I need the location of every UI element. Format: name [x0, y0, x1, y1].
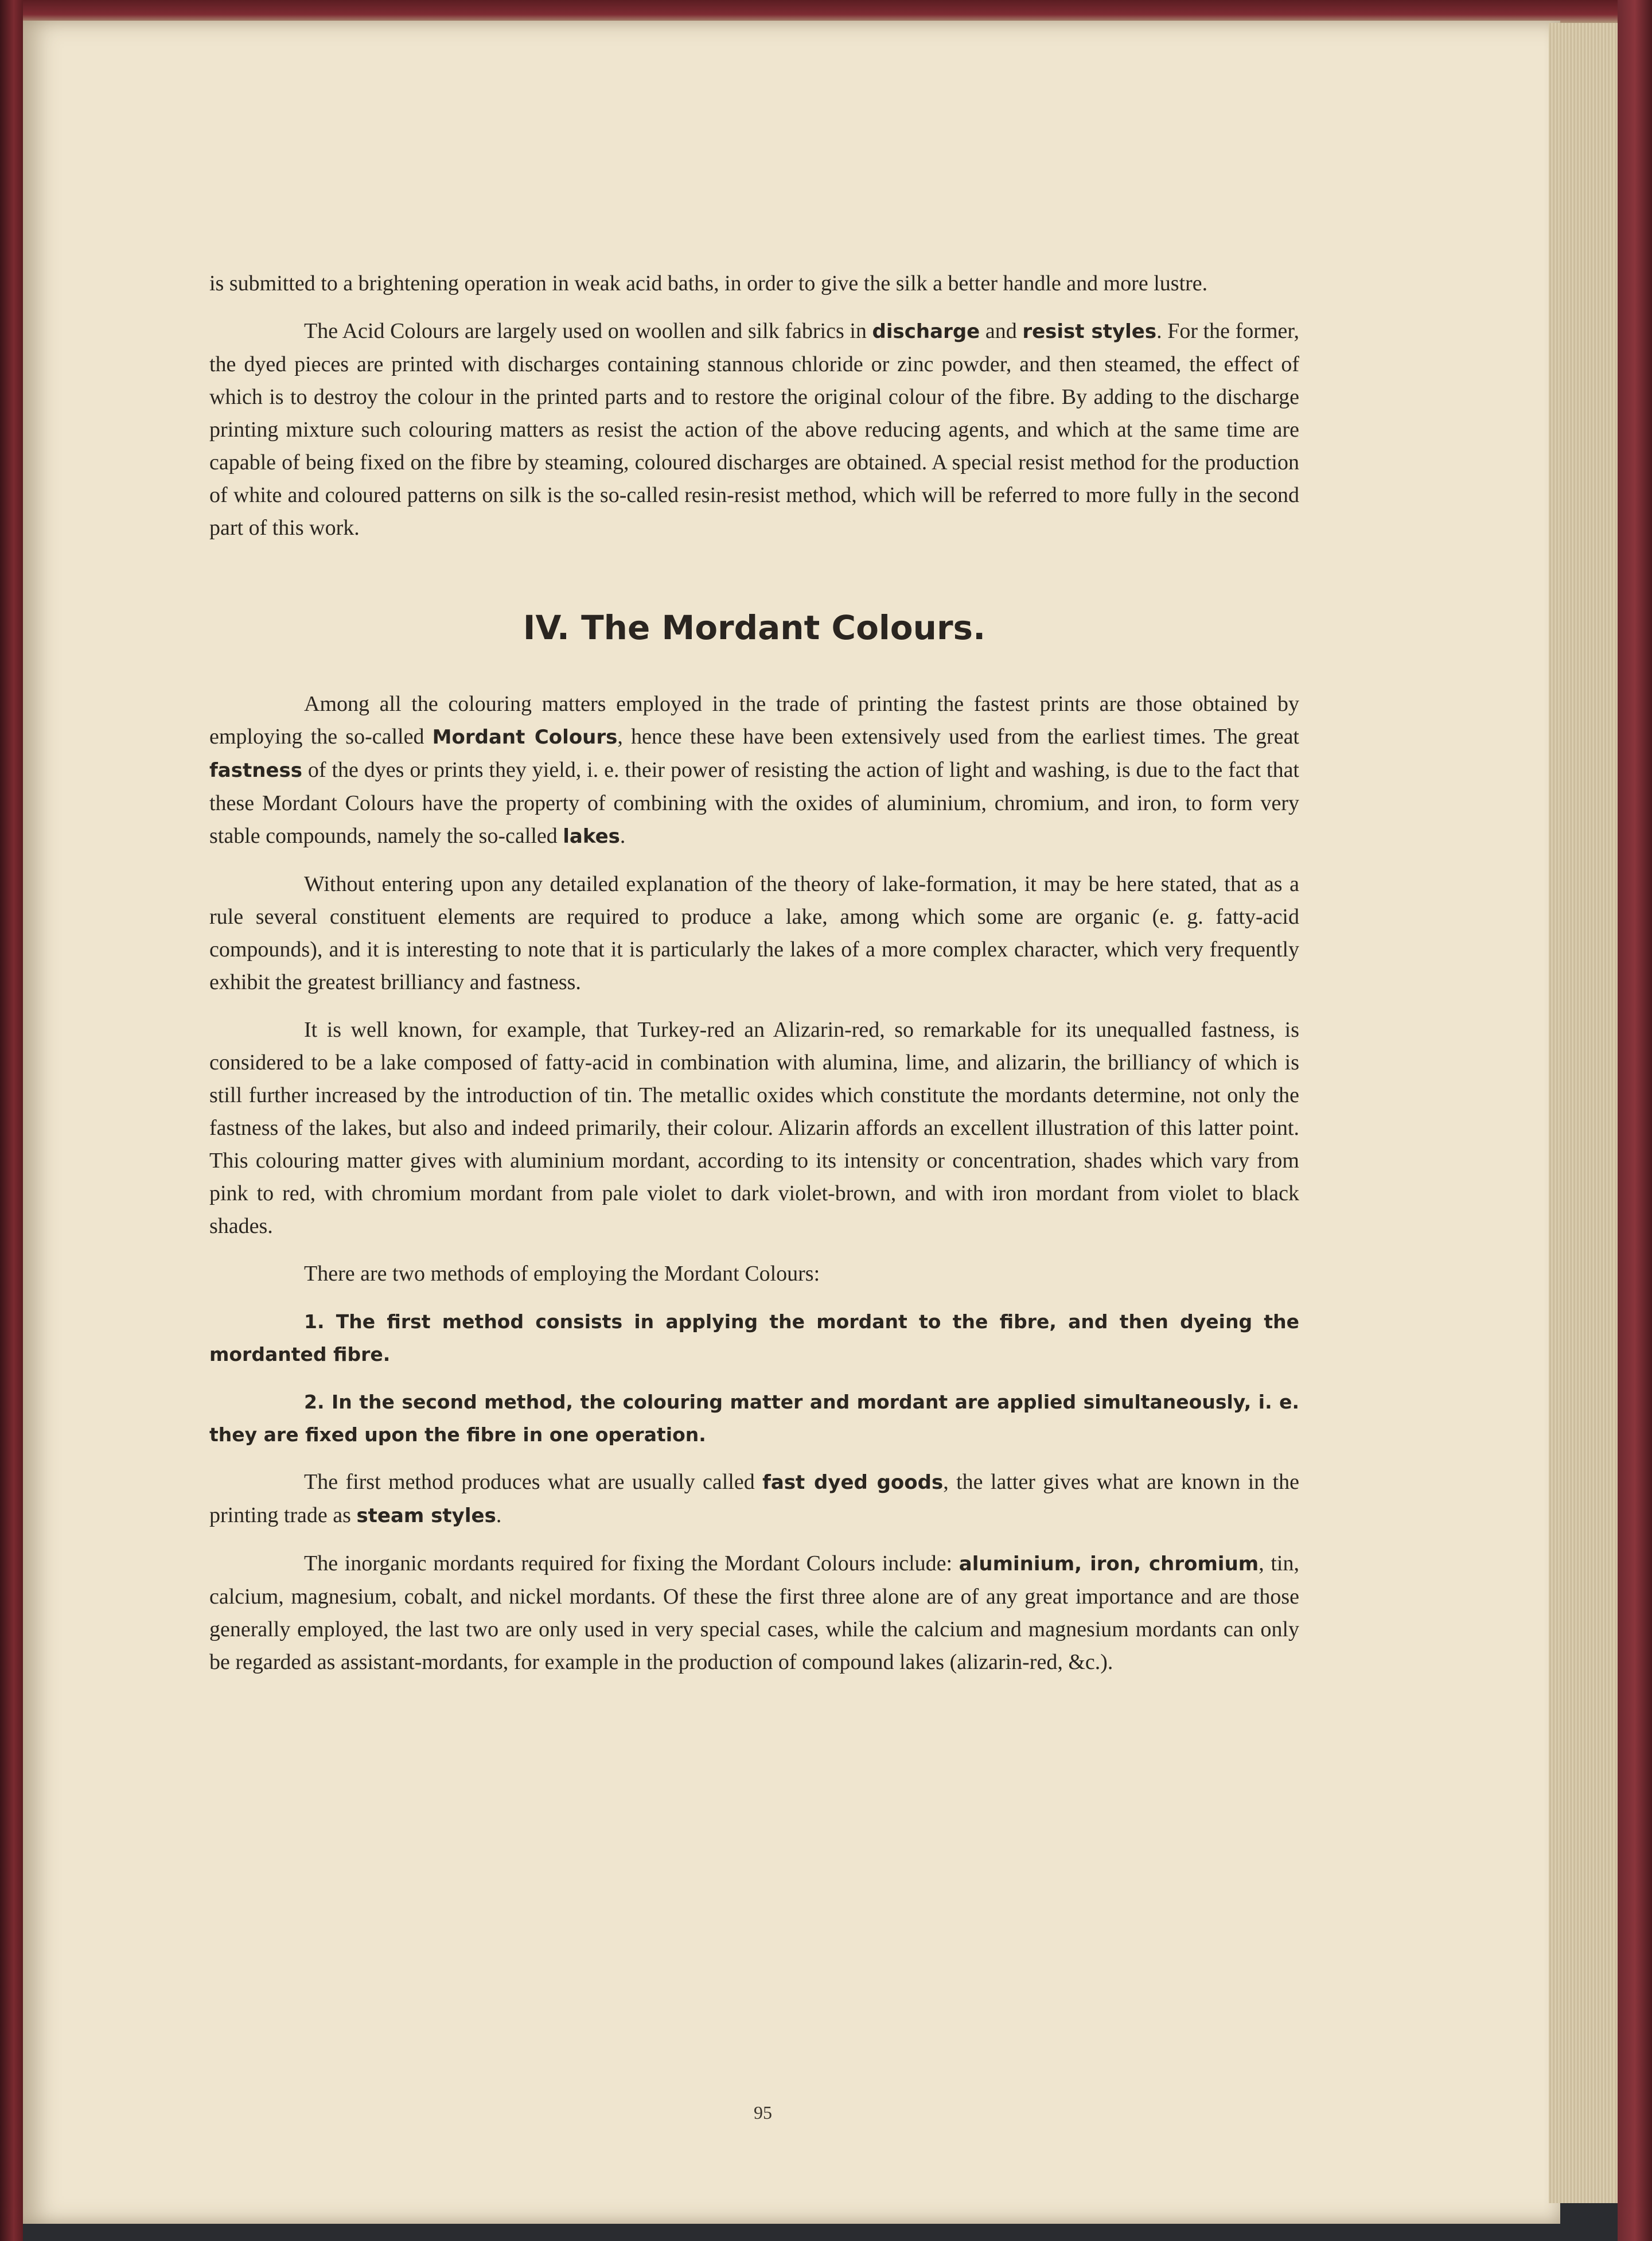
- paragraph-continuation: is submitted to a brightening operation in weak acid baths, in order to give the silk a better handle and more lustre.: [209, 271, 1208, 295]
- paragraph-turkey-red: It is well known, for example, that Turkey-red an Alizarin-red, so remarkable for its unequalled fastness, is considered to be a lake composed of fatty-acid in combination with alumina, lime, and alizarin, the brilliancy of which is still further increased by the introduction of tin. The metallic oxides which constitute the mordants determine, not only the fastness of the lakes, but also and indeed primarily, their colour. Alizarin affords an excellent illustration of this latter point. This colouring matter gives with aluminium mordant, according to its intensity or concentration, shades which vary from pink to red, with chromium mordant from pale violet to dark violet-brown, and with iron mordant from violet to black shades.: [209, 1018, 1299, 1238]
- book-cover-right: [1618, 0, 1652, 2241]
- term-steam-styles: steam styles: [356, 1504, 496, 1527]
- paragraph-methods-intro: There are two methods of employing the Mordant Colours:: [304, 1262, 820, 1286]
- book-page: [23, 21, 1560, 2224]
- paragraph-without: Without entering upon any detailed explanation of the theory of lake-formation, it may be here stated, that as a rule several constituent elements are required to produce a lake, among which some are organic (e. g. fatty-acid compounds), and it is interesting to note that it is particularly the lakes of a more complex character, which very frequently exhibit the greatest brilliancy and fastness.: [209, 872, 1299, 994]
- paragraph-inorganic: The inorganic mordants required for fixing the Mordant Colours include: aluminium, iron, chromium, tin, calcium, magnesium, cobalt, and nickel mordants. Of these the first three alone are of any great importance and are those generally employed, the last two are only used in very special cases, while the calcium and magnesium mordants can only be regarded as assistant-mordants, for example in the production of compound lakes (alizarin-red, &c.).: [209, 1551, 1299, 1674]
- page-content: [209, 267, 1299, 1694]
- paragraph-among: Among all the colouring matters employed in the trade of printing the fastest prints are those obtained by employing the so-called Mordant Colours, hence these have been extensively used from the earliest times. The great fastness of the dyes or prints they yield, i. e. their power of resisting the action of light and washing, is due to the fact that these Mordant Colours have the property of combining with the oxides of aluminium, chromium, and iron, to form very stable compounds, namely the so-called lakes.: [209, 692, 1299, 848]
- term-mordant-metals: aluminium, iron, chromium: [959, 1553, 1259, 1575]
- term-mordant-colours: Mordant Colours: [432, 726, 618, 749]
- term-resist-styles: resist styles: [1022, 320, 1157, 343]
- term-fast-dyed-goods: fast dyed goods: [762, 1471, 944, 1494]
- page-stack-edge: [1549, 23, 1618, 2203]
- page-number: 95: [754, 2102, 772, 2123]
- section-heading: IV. The Mordant Colours.: [523, 608, 986, 647]
- paragraph-first-method: The first method produces what are usually called fast dyed goods, the latter gives what are known in the printing trade as steam styles.: [209, 1470, 1299, 1527]
- book-binding-left: [0, 0, 23, 2241]
- method-1: 1. The first method consists in applying the mordant to the fibre, and then dyeing the mordanted fibre.: [209, 1310, 1299, 1365]
- term-discharge: discharge: [872, 320, 980, 343]
- term-lakes: lakes: [563, 825, 620, 848]
- method-2: 2. In the second method, the colouring matter and mordant are applied simultaneously, i. e. they are fixed upon the fibre in one operation.: [209, 1391, 1299, 1446]
- term-fastness: fastness: [209, 759, 302, 782]
- paragraph-acid-colours: The Acid Colours are largely used on woollen and silk fabrics in discharge and resist styles. For the former, the dyed pieces are printed with discharges containing stannous chloride or zinc powder, and then steamed, the effect of which is to destroy the colour in the printed parts and to restore the original colour of the fibre. By adding to the discharge printing mixture such colouring matters as resist the action of the above reducing agents, and which at the same time are capable of being fixed on the fibre by steaming, coloured discharges are obtained. A special resist method for the production of white and coloured patterns on silk is the so-called resin-resist method, which will be referred to more fully in the second part of this work.: [209, 319, 1300, 540]
